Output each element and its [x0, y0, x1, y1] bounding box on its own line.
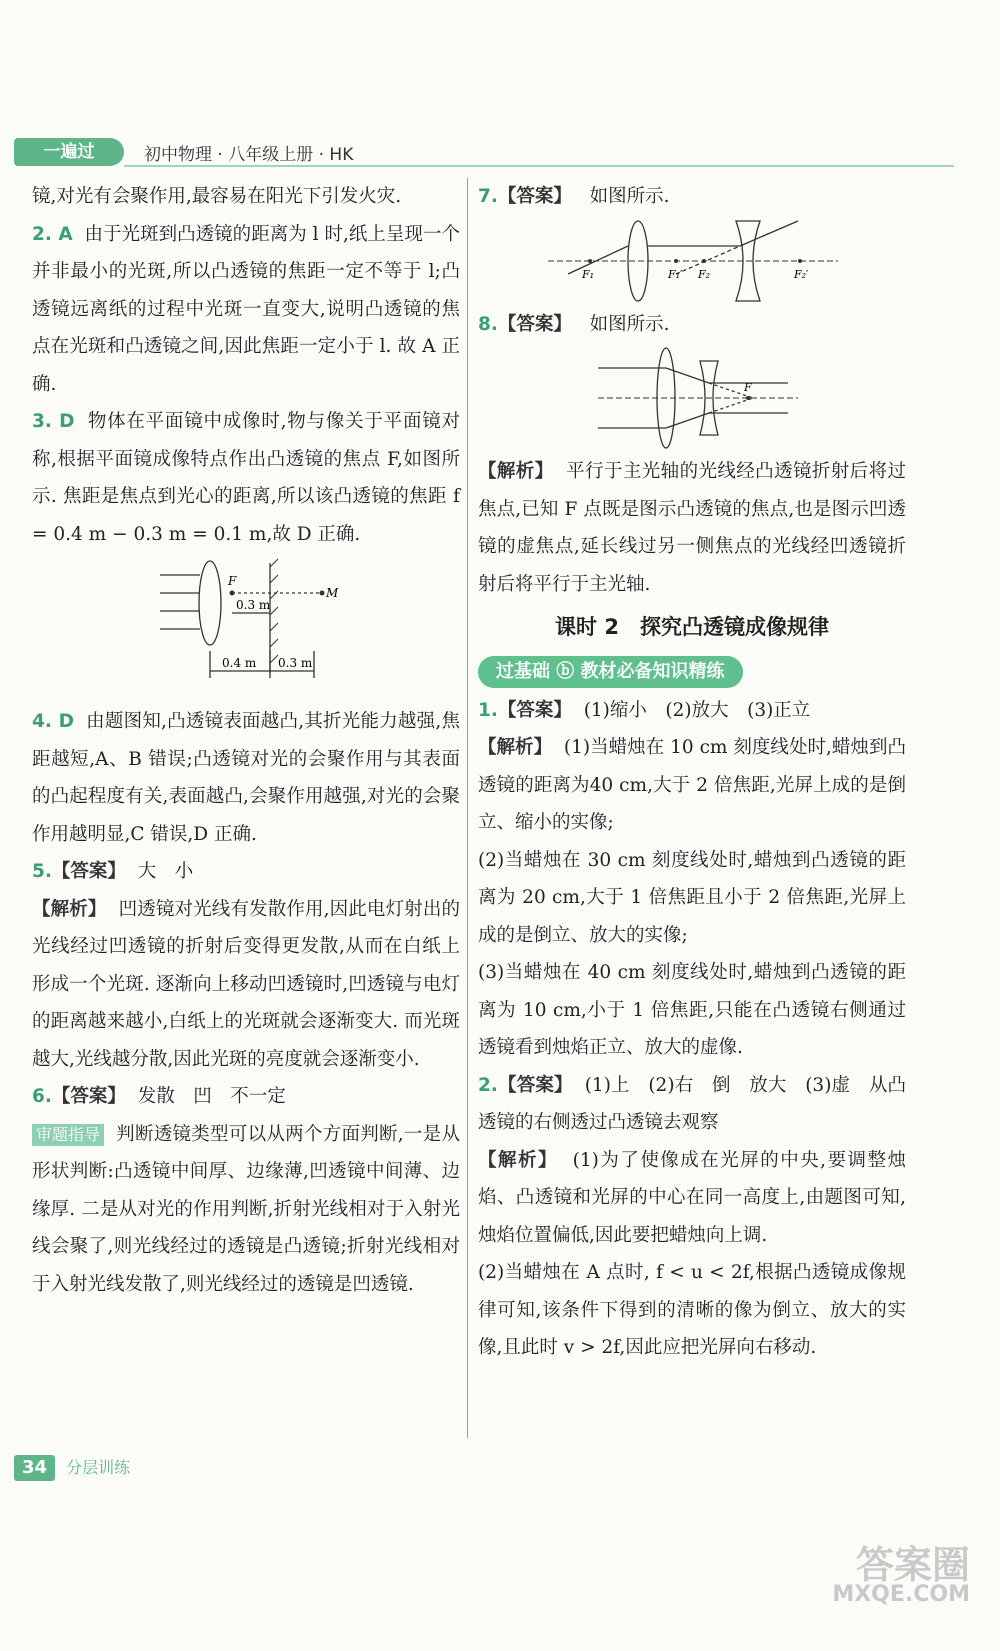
q8-answer-text: 如图所示.: [589, 313, 670, 335]
s2-answer: [478, 1067, 906, 1142]
q2: [32, 216, 460, 404]
q5-answer: [32, 853, 460, 891]
s1-analysis-2: (2)当蜡烛在 30 cm 刻度线处时,蜡烛到凸透镜的距离为 20 cm,大于 1 倍焦距且小于 2 倍焦距,光屏上成的是倒立、放大的实像;: [478, 849, 906, 946]
s2-analysis-text-1: (1)为了使像成在光屏的中央,要调整烛焰、凸透镜和光屏的中心在同一高度上,由题图可知,烛焰位置偏低,因此要把蜡烛向上调.: [478, 1149, 906, 1246]
q6-hint: [32, 1116, 460, 1304]
left-column: [32, 178, 460, 1303]
watermark-title: 答案圈: [855, 1543, 970, 1587]
label-f1-prime: F₁′: [668, 267, 683, 281]
s2-analysis-1: [478, 1142, 906, 1255]
brand-logo: 一遍过: [14, 138, 124, 166]
label-f2: F₂: [698, 267, 711, 281]
analysis-tag: 【解析】: [478, 737, 553, 758]
point-m: [320, 591, 325, 596]
analysis-tag: 【解析】: [478, 461, 554, 482]
q7-diagram: [478, 216, 906, 306]
column-divider: [467, 178, 468, 1438]
q5-number: 5.: [32, 861, 52, 882]
analysis-tag: 【解析】: [478, 1149, 558, 1171]
s1-analysis-3: (3)当蜡烛在 40 cm 刻度线处时,蜡烛到凸透镜的距离为 10 cm,小于 1 倍焦距,只能在凸透镜右侧通过透镜看到烛焰正立、放大的虚像.: [478, 962, 906, 1058]
watermark: [832, 1543, 970, 1610]
q8-number: 8.: [478, 313, 498, 335]
answer-tag: 【答案】: [497, 313, 572, 335]
s2-analysis-2: (2)当蜡烛在 A 点时, f < u < 2f,根据凸透镜成像规律可知,该条件下得到的清晰的像为倒立、放大的实像,且此时 v > 2f,因此应把光屏向右移动.: [478, 1262, 906, 1358]
q7-answer-text: 如图所示.: [589, 186, 670, 207]
answer-tag: 【答案】: [51, 861, 126, 882]
q2-number: 2. A: [32, 223, 73, 245]
page-footer: [14, 1455, 130, 1481]
s1-number: 1.: [478, 699, 498, 721]
q6-answer: [32, 1078, 460, 1116]
label-d3: 0.3 m: [278, 656, 313, 670]
q7-figure: [478, 216, 906, 306]
label-f2-prime: F₂′: [794, 267, 809, 281]
analysis-tag: 【解析】: [32, 898, 107, 920]
hint-tag: 审题指导: [32, 1124, 104, 1146]
q5-answer-text: 大 小: [137, 861, 194, 882]
page-number: 34: [14, 1455, 55, 1481]
q3-figure: [32, 553, 460, 703]
label-d1: 0.3 m: [236, 598, 271, 612]
q4-text: 由题图知,凸透镜表面越凸,其折光能力越强,焦距越短,A、B 错误;凸透镜对光的会聚作用与其表面的凸起程度有关,表面越凸,会聚作用越强,对光的会聚作用越明显,C 错误,D 正确.: [32, 711, 460, 845]
q7-answer: [478, 178, 906, 216]
section-banner: 过基础 ⓑ 教材必备知识精练: [478, 656, 743, 688]
header-divider: [124, 165, 954, 167]
right-column: [478, 178, 906, 1367]
q8-figure: [478, 343, 906, 453]
label-f1: F₁: [582, 267, 595, 281]
q3-diagram: [32, 553, 460, 703]
q3-number: 3. D: [32, 411, 75, 432]
s1-answer: [478, 692, 906, 730]
q4-number: 4. D: [32, 711, 74, 732]
s1-answer-text: (1)缩小 (2)放大 (3)正立: [583, 699, 811, 721]
focus-point: [230, 591, 235, 596]
q6-answer-text: 发散 凹 不一定: [137, 1086, 286, 1107]
q7-number: 7.: [478, 186, 498, 207]
q3-text: 物体在平面镜中成像时,物与像关于平面镜对称,根据平面镜成像特点作出凸透镜的焦点 F,如图所示. 焦距是焦点到光心的距离,所以该凸透镜的焦距 f = 0.4 m − 0.3 m = 0.1 m,故 D 正确.: [32, 411, 460, 545]
s1-analysis-1: [478, 729, 906, 842]
page-header: [14, 138, 954, 168]
q8-answer: [478, 306, 906, 344]
label-f: F: [744, 381, 752, 394]
s1-analysis-text-1: (1)当蜡烛在 10 cm 刻度线处时,蜡烛到凸透镜的距离为40 cm,大于 2 倍焦距,光屏上成的是倒立、缩小的实像;: [478, 737, 906, 833]
q6-number: 6.: [32, 1086, 52, 1107]
s2-number: 2.: [478, 1074, 498, 1096]
q8-diagram: [478, 343, 906, 453]
q8-analysis-text: 平行于主光轴的光线经凸透镜折射后将过焦点,已知 F 点既是图示凸透镜的焦点,也是图示凹透镜的虚焦点,延长线过另一侧焦点的光线经凹透镜折射后将平行于主光轴.: [478, 461, 906, 595]
answer-tag: 【答案】: [497, 699, 572, 721]
q1-continuation: 镜,对光有会聚作用,最容易在阳光下引发火灾.: [32, 186, 402, 207]
q3: [32, 403, 460, 553]
q5-analysis: [32, 891, 460, 1079]
answer-tag: 【答案】: [51, 1086, 126, 1107]
section-title: 课时 2 探究凸透镜成像规律: [555, 615, 829, 639]
book-title: 初中物理 · 八年级上册 · HK: [144, 145, 354, 165]
s2-answer-text: (1)上 (2)右 倒 放大 (3)虚 从凸透镜的右侧透过凸透镜去观察: [478, 1074, 906, 1133]
q6-hint-text: 判断透镜类型可以从两个方面判断,一是从形状判断:凸透镜中间厚、边缘薄,凹透镜中间薄、边缘厚. 二是从对光的作用判断,折射光线相对于入射光线会聚了,则光线经过的透镜是凸透镜;折射光线相对于入射光线发散了,则光线经过的透镜是凹透镜.: [32, 1123, 460, 1295]
answer-tag: 【答案】: [497, 1074, 573, 1096]
q8-analysis: [478, 453, 906, 603]
q2-text: 由于光斑到凸透镜的距离为 l 时,纸上呈现一个并非最小的光斑,所以凸透镜的焦距一定不等于 l;凸透镜远离纸的过程中光斑一直变大,说明凸透镜的焦点在光斑和凸透镜之间,因此焦距一定小于 l. 故 A 正确.: [32, 223, 460, 395]
label-d2: 0.4 m: [222, 656, 257, 670]
watermark-url: MXQE.COM: [832, 1582, 970, 1607]
label-m: M: [326, 586, 339, 600]
q4: [32, 703, 460, 853]
answer-tag: 【答案】: [497, 186, 572, 207]
q5-analysis-text: 凹透镜对光线有发散作用,因此电灯射出的光线经过凹透镜的折射后变得更发散,从而在白纸上形成一个光斑. 逐渐向上移动凹透镜时,凹透镜与电灯的距离越来越小,白纸上的光斑就会逐渐变大. 而光斑越大,光线越分散,因此光斑的亮度就会逐渐变小.: [32, 898, 460, 1070]
label-f: F: [228, 574, 237, 588]
footer-label: 分层训练: [66, 1458, 131, 1477]
